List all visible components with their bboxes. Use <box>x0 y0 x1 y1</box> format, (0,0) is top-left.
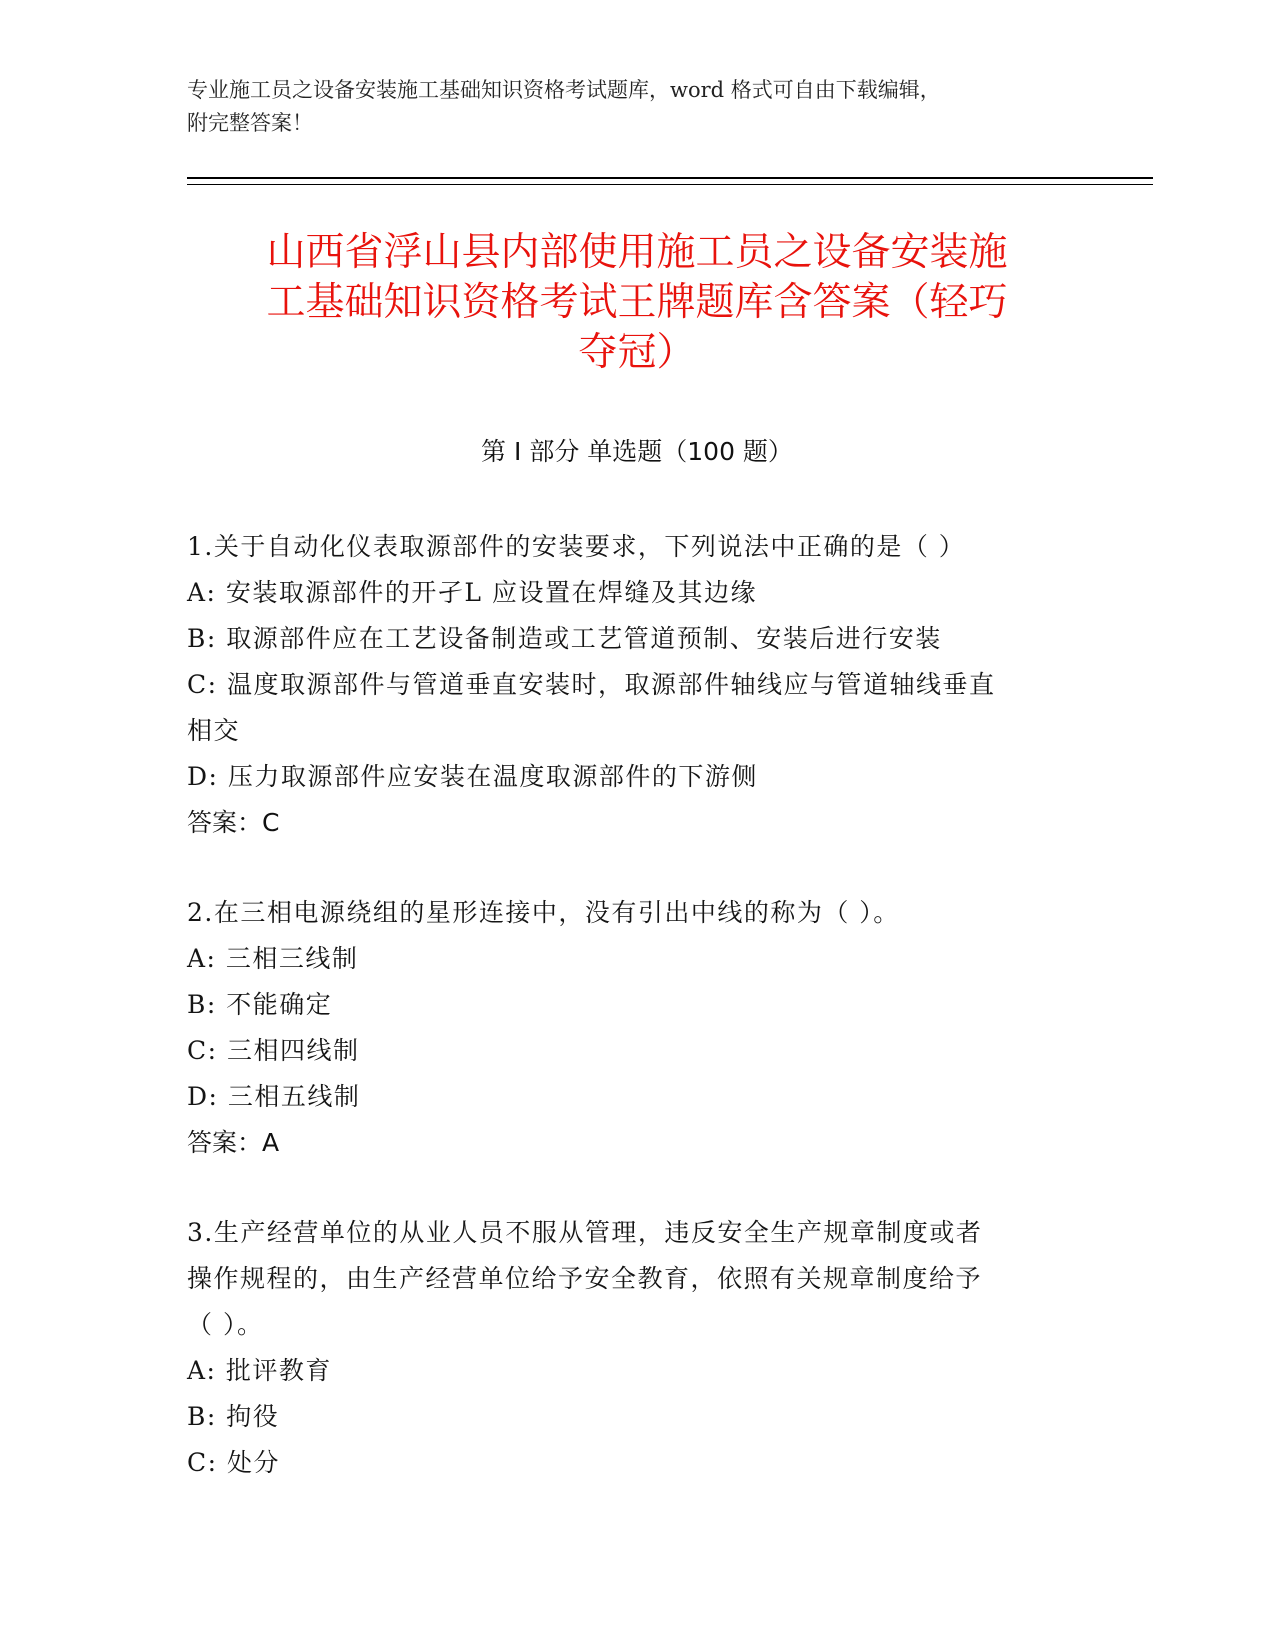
question-block <box>187 524 1087 846</box>
option-line: A: 安装取源部件的开孑L 应设置在焊缝及其边缘 <box>187 578 757 607</box>
answer-line: 答案：C <box>187 808 280 837</box>
question-stem-line: （ ）。 <box>187 1310 264 1339</box>
header-note <box>187 74 1067 140</box>
document-title-line: 工基础知识资格考试王牌题库含答案（轻巧 <box>266 280 1008 325</box>
question-list <box>187 524 1087 1530</box>
option-line: C: 温度取源部件与管道垂直安装时，取源部件轴线应与管道轴线垂直 <box>187 670 996 699</box>
document-title-line: 夺冠） <box>578 330 696 375</box>
option-line: B: 取源部件应在工艺设备制造或工艺管道预制、安装后进行安装 <box>187 624 942 653</box>
header-divider-thick <box>187 177 1153 179</box>
option-line: D: 压力取源部件应安装在温度取源部件的下游侧 <box>187 762 758 791</box>
question-stem-line: 1.关于自动化仪表取源部件的安装要求，下列说法中正确的是（ ） <box>187 532 966 561</box>
header-divider-thin <box>187 184 1153 185</box>
header-note-line: 专业施工员之设备安装施工基础知识资格考试题库，word 格式可自由下载编辑， <box>187 78 941 102</box>
document-title <box>187 228 1087 378</box>
option-line: A: 三相三线制 <box>187 944 359 973</box>
section-title: 第 I 部分 单选题（100 题） <box>481 437 793 466</box>
option-line: C: 三相四线制 <box>187 1036 360 1065</box>
option-line: B: 拘役 <box>187 1402 280 1431</box>
answer-line: 答案：A <box>187 1128 280 1157</box>
header-note-line: 附完整答案！ <box>187 111 313 135</box>
option-line: B: 不能确定 <box>187 990 333 1019</box>
option-line: D: 三相五线制 <box>187 1082 361 1111</box>
question-stem-line: 3.生产经营单位的从业人员不服从管理，违反安全生产规章制度或者 <box>187 1218 983 1247</box>
question-stem-line: 2.在三相电源绕组的星形连接中，没有引出中线的称为（ ）。 <box>187 898 900 927</box>
question-block <box>187 890 1087 1166</box>
document-title-line: 山西省浮山县内部使用施工员之设备安装施 <box>266 230 1008 275</box>
question-stem-line: 操作规程的，由生产经营单位给予安全教育，依照有关规章制度给予 <box>187 1264 983 1293</box>
option-line: A: 批评教育 <box>187 1356 332 1385</box>
option-line: 相交 <box>187 716 241 745</box>
option-line: C: 处分 <box>187 1448 280 1477</box>
question-block <box>187 1210 1087 1486</box>
